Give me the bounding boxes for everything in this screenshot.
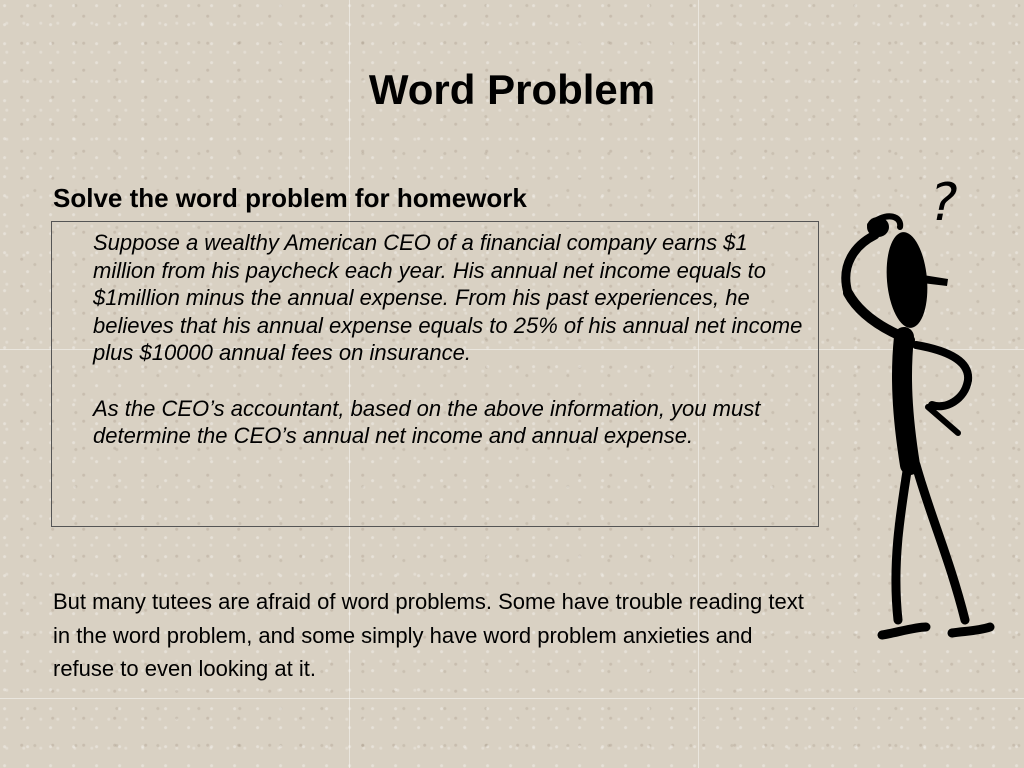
slide-subtitle: Solve the word problem for homework [53,183,527,213]
body-text: But many tutees are afraid of word problems. Some have trouble reading text in the word problem, and some simply have word problem anxieties and refuse to even looking at it. [53,589,804,681]
problem-box [51,221,819,527]
background-tile-line [0,698,1024,699]
question-mark-icon: ? [930,173,958,233]
problem-paragraph-1: Suppose a wealthy American CEO of a financial company earns $1 million from his paycheck each year. His annual net income equals to $1million minus the annual expense. From his past experiences, he believes that his annual expense equals to 25% of his annual net income plus $10000 annual fees on insurance. [93,230,803,365]
slide-title: Word Problem [368,66,656,113]
problem-paragraph-2: As the CEO’s accountant, based on the above information, you must determine the CEO’s annual net income and annual expense. [93,395,761,448]
confused-stick-figure-icon [830,165,1000,655]
